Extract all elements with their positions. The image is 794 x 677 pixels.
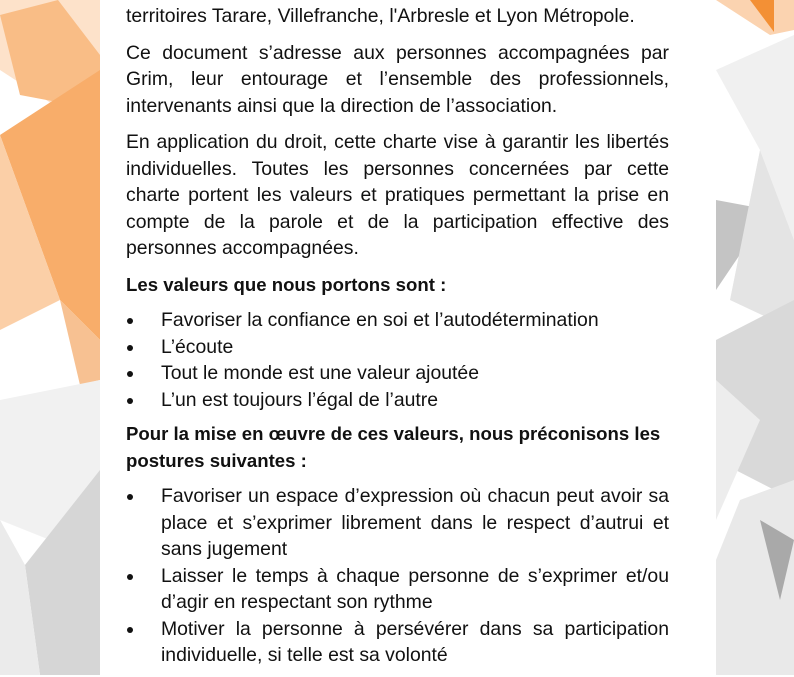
- list-item-text: Favoriser un espace d’expression où chacun peut avoir sa place et s’exprimer librement dans le respect d’autrui et sans jugement: [161, 485, 669, 560]
- list-item: [126, 563, 669, 616]
- list-item: [126, 387, 669, 414]
- document-content: [126, 3, 669, 677]
- list-item-text: Favoriser la confiance en soi et l’autodétermination: [161, 309, 599, 331]
- list-item-text: L’un est toujours l’égal de l’autre: [161, 388, 439, 411]
- intro-paragraph: Ce document s’adresse aux personnes accompagnées par Grim, leur entourage et l’ensemble des professionnels, intervenants ainsi que la direction de l’association.: [126, 41, 669, 117]
- postures-list: [126, 483, 669, 669]
- list-item: [126, 483, 669, 563]
- list-item-text: Laisser le temps à chaque personne de s’exprimer et/ou d’agir en respectant son rythme: [161, 564, 669, 613]
- list-item-text: Tout le monde est une valeur ajoutée: [161, 362, 480, 384]
- intro-paragraph: En application du droit, cette charte vise à garantir les libertés individuelles. Toutes les personnes concernées par cette charte portent les valeurs et pratiques permettant la prise en compte de la parole et de la participation effective des personnes accompagnées.: [126, 131, 669, 259]
- list-item: [126, 307, 669, 334]
- list-item: [126, 616, 669, 669]
- postures-heading: Pour la mise en œuvre de ces valeurs, nous préconisons les postures suivantes :: [126, 423, 661, 471]
- document-page: [100, 0, 716, 675]
- list-item: [126, 360, 669, 387]
- values-heading: Les valeurs que nous portons sont :: [126, 273, 447, 295]
- list-item: [126, 334, 669, 361]
- intro-paragraph: territoires Tarare, Villefranche, l'Arbresle et Lyon Métropole.: [126, 5, 635, 27]
- list-item-text: L’écoute: [161, 335, 234, 358]
- list-item-text: Motiver la personne à persévérer dans sa participation individuelle, si telle est sa volonté: [161, 617, 669, 666]
- values-list: [126, 307, 669, 413]
